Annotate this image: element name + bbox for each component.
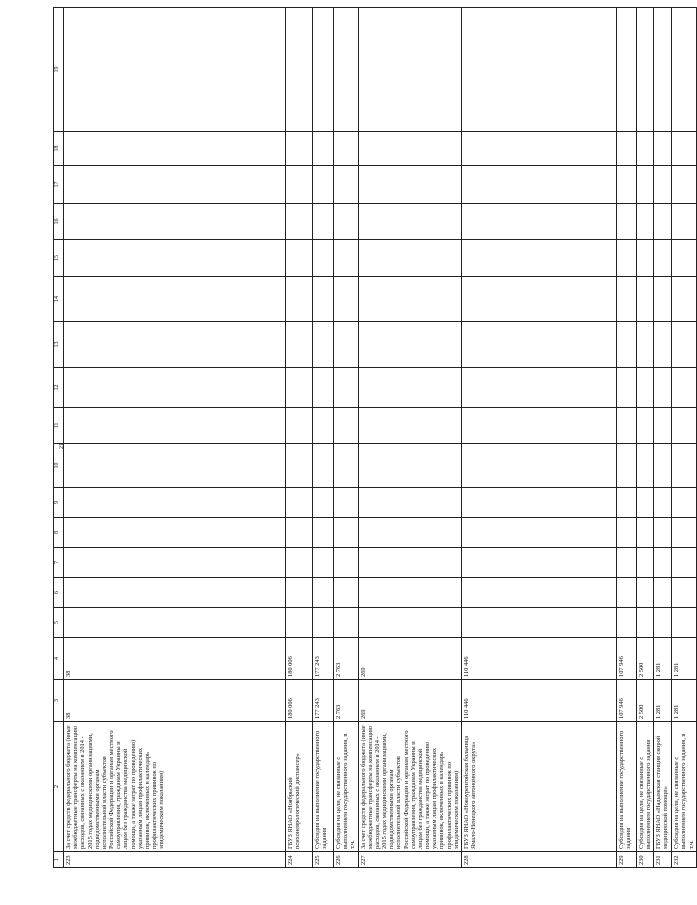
empty-cell — [313, 578, 334, 608]
empty-cell — [461, 8, 616, 132]
empty-cell — [616, 166, 636, 204]
page-number: 21 — [59, 443, 65, 449]
empty-cell — [64, 578, 286, 608]
empty-cell — [334, 368, 359, 408]
column-header: 19 — [54, 8, 64, 132]
empty-cell — [461, 408, 616, 444]
column-header: 18 — [54, 132, 64, 166]
column-header: 15 — [54, 240, 64, 277]
table-body — [54, 8, 697, 868]
rotated-table-container — [53, 8, 695, 868]
empty-cell — [313, 548, 334, 578]
empty-cell — [654, 322, 672, 368]
empty-cell — [286, 444, 313, 488]
empty-cell — [313, 8, 334, 132]
empty-cell — [672, 518, 697, 548]
empty-cell — [636, 368, 653, 408]
empty-cell — [461, 548, 616, 578]
column-header: 6 — [54, 578, 64, 608]
empty-cell — [286, 608, 313, 638]
empty-cell — [286, 322, 313, 368]
row-name: Субсидия на цели, не связанные с выполнением государственного задания — [636, 722, 653, 852]
table-row — [672, 8, 697, 868]
row-name: Субсидия на цели, не связанные с выполнением государственного задания, в т.ч. — [334, 722, 359, 852]
empty-cell — [286, 408, 313, 444]
value-col-4: 180 006 — [286, 638, 313, 680]
empty-cell — [636, 240, 653, 277]
value-col-4: 110 446 — [461, 638, 616, 680]
value-col-4: 177 243 — [313, 638, 334, 680]
empty-cell — [461, 488, 616, 518]
empty-cell — [461, 277, 616, 322]
empty-cell — [616, 8, 636, 132]
column-header: 14 — [54, 277, 64, 322]
empty-cell — [334, 444, 359, 488]
empty-cell — [358, 368, 461, 408]
table-row — [64, 8, 286, 868]
empty-cell — [616, 608, 636, 638]
row-name: За счет средств федерального бюджета (иные межбюджетные трансферты на компенсацию расходов, связанных с оказанием в 2014 - 2015 годах медицинскими организациями, подведомственными органам исполнительной власти субъектов Российской Федерации и органам местного самоуправления, гражданам Украины и лицам без гражданства медицинской помощи, а также затрат по проведению указанным лицам профилактических прививок, включенных в календарь профилактических прививок по эпидемическим показаниям) — [358, 722, 461, 852]
empty-cell — [636, 132, 653, 166]
empty-cell — [313, 608, 334, 638]
row-name: ГБУЗ ЯНАО «Ноябрьский психоневрологический диспансер» — [286, 722, 313, 852]
empty-cell — [334, 240, 359, 277]
empty-cell — [654, 444, 672, 488]
empty-cell — [64, 132, 286, 166]
row-name: Субсидия на цели, не связанные с выполнением государственного задания, в т.ч. — [672, 722, 697, 852]
empty-cell — [636, 322, 653, 368]
value-col-3: 1 281 — [672, 680, 697, 722]
empty-cell — [286, 548, 313, 578]
empty-cell — [636, 204, 653, 240]
table-row — [461, 8, 616, 868]
empty-cell — [636, 408, 653, 444]
empty-cell — [334, 608, 359, 638]
column-header: 12 — [54, 368, 64, 408]
empty-cell — [334, 488, 359, 518]
empty-cell — [654, 488, 672, 518]
value-col-4: 2 763 — [334, 638, 359, 680]
empty-cell — [616, 408, 636, 444]
column-header: 5 — [54, 608, 64, 638]
empty-cell — [672, 444, 697, 488]
empty-cell — [461, 368, 616, 408]
empty-cell — [461, 132, 616, 166]
column-header: 11 — [54, 408, 64, 444]
empty-cell — [313, 408, 334, 444]
empty-cell — [64, 240, 286, 277]
empty-cell — [654, 277, 672, 322]
empty-cell — [358, 277, 461, 322]
empty-cell — [286, 277, 313, 322]
value-col-4: 1 281 — [672, 638, 697, 680]
table-row — [616, 8, 636, 868]
empty-cell — [654, 8, 672, 132]
empty-cell — [636, 8, 653, 132]
empty-cell — [636, 578, 653, 608]
empty-cell — [64, 368, 286, 408]
row-number: 228 — [461, 852, 616, 868]
value-col-4: 269 — [358, 638, 461, 680]
empty-cell — [313, 240, 334, 277]
empty-cell — [286, 166, 313, 204]
empty-cell — [358, 132, 461, 166]
empty-cell — [64, 518, 286, 548]
value-col-3: 1 281 — [654, 680, 672, 722]
row-name: ГБУЗ ЯНАО «Надымская станция скорой медицинской помощи» — [654, 722, 672, 852]
empty-cell — [64, 488, 286, 518]
empty-cell — [286, 240, 313, 277]
empty-cell — [313, 368, 334, 408]
empty-cell — [358, 608, 461, 638]
empty-cell — [64, 166, 286, 204]
empty-cell — [672, 548, 697, 578]
empty-cell — [461, 444, 616, 488]
empty-cell — [313, 277, 334, 322]
empty-cell — [358, 408, 461, 444]
empty-cell — [616, 578, 636, 608]
column-header: 16 — [54, 204, 64, 240]
empty-cell — [358, 8, 461, 132]
empty-cell — [358, 322, 461, 368]
value-col-3: 180 006 — [286, 680, 313, 722]
empty-cell — [654, 608, 672, 638]
value-col-3: 2 500 — [636, 680, 653, 722]
column-header: 10 — [54, 444, 64, 488]
empty-cell — [313, 518, 334, 548]
empty-cell — [654, 132, 672, 166]
row-number: 226 — [334, 852, 359, 868]
empty-cell — [64, 277, 286, 322]
empty-cell — [461, 518, 616, 548]
empty-cell — [358, 488, 461, 518]
empty-cell — [636, 166, 653, 204]
empty-cell — [313, 444, 334, 488]
column-header: 9 — [54, 488, 64, 518]
row-number: 230 — [636, 852, 653, 868]
empty-cell — [616, 204, 636, 240]
row-number: 229 — [616, 852, 636, 868]
value-col-4: 107 946 — [616, 638, 636, 680]
empty-cell — [334, 322, 359, 368]
empty-cell — [654, 204, 672, 240]
empty-cell — [672, 240, 697, 277]
empty-cell — [64, 608, 286, 638]
empty-cell — [64, 408, 286, 444]
empty-cell — [616, 277, 636, 322]
table-row — [334, 8, 359, 868]
empty-cell — [461, 578, 616, 608]
empty-cell — [313, 166, 334, 204]
value-col-4: 2 500 — [636, 638, 653, 680]
empty-cell — [286, 368, 313, 408]
empty-cell — [672, 132, 697, 166]
empty-cell — [616, 518, 636, 548]
empty-cell — [286, 132, 313, 166]
value-col-3: 177 243 — [313, 680, 334, 722]
empty-cell — [672, 408, 697, 444]
row-number: 224 — [286, 852, 313, 868]
empty-cell — [64, 204, 286, 240]
table-row — [654, 8, 672, 868]
empty-cell — [286, 578, 313, 608]
empty-cell — [636, 444, 653, 488]
empty-cell — [654, 368, 672, 408]
value-col-3: 38 — [64, 680, 286, 722]
empty-cell — [616, 488, 636, 518]
empty-cell — [616, 322, 636, 368]
row-number: 223 — [64, 852, 286, 868]
empty-cell — [334, 204, 359, 240]
empty-cell — [654, 518, 672, 548]
empty-cell — [616, 444, 636, 488]
empty-cell — [358, 578, 461, 608]
empty-cell — [616, 368, 636, 408]
empty-cell — [334, 132, 359, 166]
empty-cell — [636, 548, 653, 578]
table-row — [286, 8, 313, 868]
empty-cell — [654, 166, 672, 204]
empty-cell — [672, 608, 697, 638]
empty-cell — [672, 488, 697, 518]
empty-cell — [334, 166, 359, 204]
empty-cell — [461, 240, 616, 277]
empty-cell — [334, 548, 359, 578]
column-header: 4 — [54, 638, 64, 680]
empty-cell — [461, 608, 616, 638]
empty-cell — [672, 277, 697, 322]
value-col-3: 107 946 — [616, 680, 636, 722]
row-number: 227 — [358, 852, 461, 868]
empty-cell — [64, 548, 286, 578]
empty-cell — [616, 132, 636, 166]
empty-cell — [672, 166, 697, 204]
column-header: 13 — [54, 322, 64, 368]
row-name: За счет средств федерального бюджета (иные межбюджетные трансферты на компенсацию расходов, связанных с оказанием в 2014 - 2015 годах медицинскими организациями, подведомственными органам исполнительной власти субъектов Российской Федерации и органам местного самоуправления, гражданам Украины и лицам без гражданства медицинской помощи, а также затрат по проведению) указанным лицам профилактических прививок, включенных в календарь профилактических прививок по эпидемическим показаниям) — [64, 722, 286, 852]
empty-cell — [313, 488, 334, 518]
empty-cell — [334, 578, 359, 608]
value-col-3: 269 — [358, 680, 461, 722]
empty-cell — [616, 240, 636, 277]
empty-cell — [313, 132, 334, 166]
value-col-4: 38 — [64, 638, 286, 680]
empty-cell — [672, 368, 697, 408]
row-name: Субсидия на выполнение государственного задания — [616, 722, 636, 852]
empty-cell — [654, 578, 672, 608]
empty-cell — [616, 548, 636, 578]
empty-cell — [654, 240, 672, 277]
empty-cell — [64, 444, 286, 488]
empty-cell — [654, 548, 672, 578]
empty-cell — [461, 322, 616, 368]
empty-cell — [358, 548, 461, 578]
row-name: ГБУЗ ЯНАО «Новоуренгойская больница Ямало-Ненецкого автономного округа» — [461, 722, 616, 852]
row-number: 232 — [672, 852, 697, 868]
empty-cell — [672, 204, 697, 240]
empty-cell — [672, 322, 697, 368]
column-header: 17 — [54, 166, 64, 204]
empty-cell — [358, 518, 461, 548]
budget-table — [53, 7, 697, 868]
table-row — [636, 8, 653, 868]
row-name: Субсидия на выполнение государственного задания — [313, 722, 334, 852]
empty-cell — [461, 204, 616, 240]
empty-cell — [672, 8, 697, 132]
row-number: 225 — [313, 852, 334, 868]
empty-cell — [358, 166, 461, 204]
header-row — [54, 8, 64, 868]
table-row — [313, 8, 334, 868]
empty-cell — [286, 204, 313, 240]
empty-cell — [636, 518, 653, 548]
empty-cell — [672, 578, 697, 608]
table-row — [358, 8, 461, 868]
value-col-4: 1 281 — [654, 638, 672, 680]
empty-cell — [654, 408, 672, 444]
column-header: 7 — [54, 548, 64, 578]
empty-cell — [358, 444, 461, 488]
empty-cell — [334, 8, 359, 132]
empty-cell — [286, 488, 313, 518]
empty-cell — [461, 166, 616, 204]
row-number: 231 — [654, 852, 672, 868]
value-col-3: 2 763 — [334, 680, 359, 722]
column-header: 2 — [54, 722, 64, 852]
empty-cell — [286, 8, 313, 132]
empty-cell — [636, 277, 653, 322]
empty-cell — [358, 204, 461, 240]
empty-cell — [334, 277, 359, 322]
empty-cell — [358, 240, 461, 277]
column-header: 1 — [54, 852, 64, 868]
column-header: 3 — [54, 680, 64, 722]
empty-cell — [334, 518, 359, 548]
empty-cell — [64, 322, 286, 368]
value-col-3: 110 446 — [461, 680, 616, 722]
column-header: 8 — [54, 518, 64, 548]
empty-cell — [636, 608, 653, 638]
empty-cell — [313, 322, 334, 368]
empty-cell — [334, 408, 359, 444]
empty-cell — [286, 518, 313, 548]
empty-cell — [64, 8, 286, 132]
empty-cell — [636, 488, 653, 518]
empty-cell — [313, 204, 334, 240]
